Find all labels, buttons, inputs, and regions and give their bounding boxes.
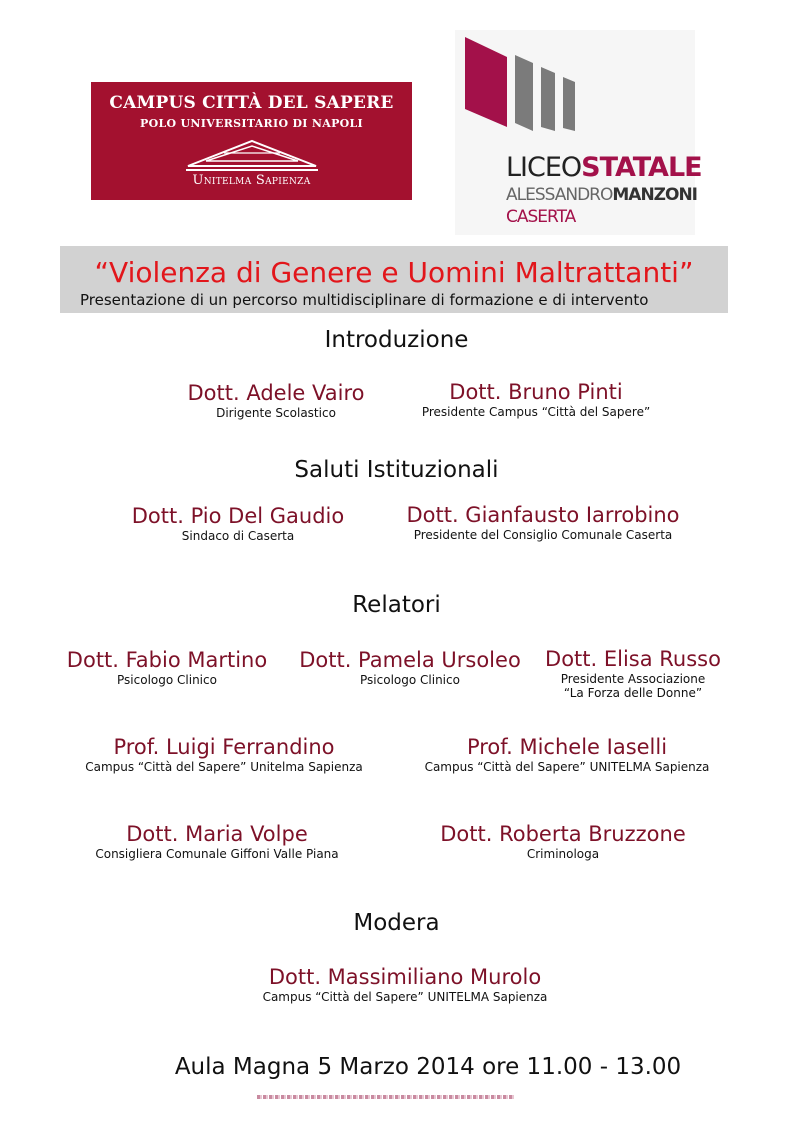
person-role: Psicologo Clinico (117, 673, 217, 687)
person-name: Dott. Bruno Pinti (449, 380, 623, 404)
person-role: Psicologo Clinico (360, 673, 460, 687)
person-bruno-pinti (422, 380, 650, 419)
person-role: Sindaco di Caserta (181, 529, 295, 543)
person-michele-iaselli (425, 735, 710, 774)
section-introduzione: Introduzione (324, 327, 469, 353)
person-fabio-martino (67, 648, 267, 687)
campus-logo-title: CAMPUS CITTÀ DEL SAPERE (109, 93, 394, 113)
person-name: Dott. Massimiliano Murolo (268, 965, 542, 989)
person-name: Dott. Fabio Martino (66, 648, 268, 672)
person-role: Dirigente Scolastico (216, 406, 336, 420)
person-luigi-ferrandino (85, 735, 363, 774)
event-subtitle: Presentazione di un percorso multidisciplinare di formazione e di intervento (80, 291, 649, 309)
campus-logo-unitelma: Unitelma Sapienza (192, 173, 311, 188)
section-relatori: Relatori (352, 592, 441, 618)
person-role: Presidente Campus “Città del Sapere” (421, 405, 651, 419)
person-elisa-russo (545, 647, 721, 700)
person-maria-volpe (95, 822, 338, 861)
person-name: Dott. Pio Del Gaudio (131, 504, 345, 528)
person-name: Dott. Adele Vairo (187, 381, 365, 405)
person-name: Dott. Gianfausto Iarrobino (406, 503, 680, 527)
liceo-city-text: CASERTA (506, 207, 576, 227)
person-role-organization: “La Forza delle Donne” (563, 686, 703, 700)
person-role: Criminologa (526, 847, 600, 861)
event-date-location: Aula Magna 5 Marzo 2014 ore 11.00 - 13.00 (174, 1054, 682, 1080)
person-role: Presidente del Consiglio Comunale Caserta (413, 528, 673, 542)
person-gianfausto-iarrobino (406, 503, 679, 542)
person-name: Dott. Maria Volpe (126, 822, 308, 846)
person-name: Prof. Luigi Ferrandino (113, 735, 335, 759)
person-name: Prof. Michele Iaselli (466, 735, 668, 759)
person-pio-del-gaudio (132, 504, 344, 543)
title-banner (60, 246, 728, 313)
person-role: Consigliera Comunale Giffoni Valle Piana (95, 847, 339, 861)
person-roberta-bruzzone (440, 822, 685, 861)
person-role: Campus “Città del Sapere” UNITELMA Sapienza (262, 990, 548, 1004)
person-name: Dott. Roberta Bruzzone (440, 822, 686, 846)
person-pamela-ursoleo (299, 648, 521, 687)
section-modera: Modera (353, 910, 440, 936)
person-role: Campus “Città del Sapere” Unitelma Sapienza (85, 760, 363, 774)
person-role: Campus “Città del Sapere” UNITELMA Sapienza (424, 760, 710, 774)
footer-decorative-strip (257, 1095, 515, 1099)
liceo-name-text: ALESSANDROMANZONI (506, 185, 698, 205)
person-massimiliano-murolo (263, 965, 548, 1004)
event-title: “Violenza di Genere e Uomini Maltrattanti” (94, 256, 694, 289)
liceo-emblem-icon (463, 35, 583, 145)
section-saluti-istituzionali: Saluti Istituzionali (294, 457, 499, 483)
liceo-statale-text: LICEOSTATALE (506, 152, 702, 183)
campus-logo-subtitle: POLO UNIVERSITARIO DI NAPOLI (140, 117, 363, 130)
person-role: Presidente Associazione (560, 672, 706, 686)
temple-pediment-icon (184, 138, 320, 172)
person-name: Dott. Elisa Russo (545, 647, 721, 671)
liceo-manzoni-logo (455, 30, 702, 235)
person-adele-vairo (188, 381, 365, 420)
campus-citta-del-sapere-logo (91, 82, 412, 200)
person-name: Dott. Pamela Ursoleo (299, 648, 521, 672)
